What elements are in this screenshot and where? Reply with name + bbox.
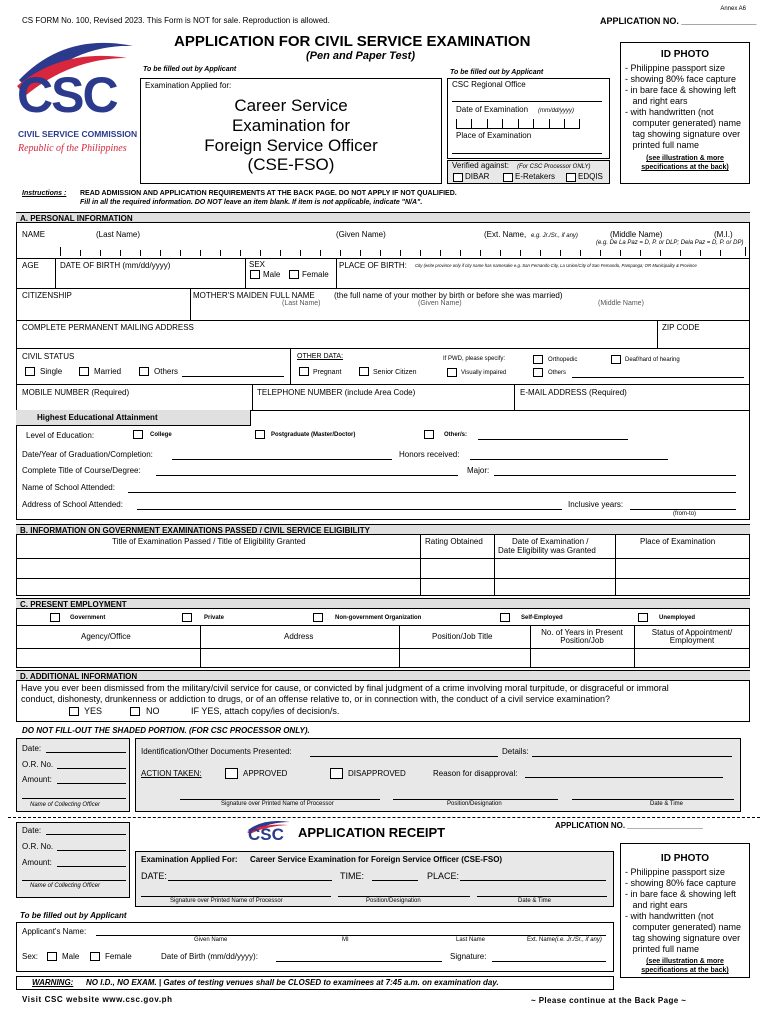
logo-commission-name: CIVIL SERVICE COMMISSION	[18, 129, 138, 139]
yes-label: YES	[84, 706, 103, 716]
place-exam-header: Place of Examination	[640, 537, 716, 546]
civil-others-checkbox[interactable]	[139, 367, 149, 376]
position-header: Position/Job Title	[432, 632, 493, 641]
continue-footer: ~ Please continue at the Back Page ~	[531, 996, 687, 1005]
receipt-position-field[interactable]	[338, 896, 470, 897]
address-label: COMPLETE PERMANENT MAILING ADDRESS	[22, 323, 194, 332]
section-b-header: B. INFORMATION ON GOVERNMENT EXAMINATIONS PASSED / CIVIL SERVICE ELIGIBILITY	[16, 524, 750, 535]
receipt-male-label: Male	[62, 952, 80, 961]
collection-amount-label: Amount:	[22, 775, 52, 784]
receipt-time-label: TIME:	[340, 871, 364, 881]
pregnant-label: Pregnant	[313, 369, 342, 376]
receipt-id-line4: and right ears	[625, 900, 688, 910]
receipt-csc-logo	[246, 820, 292, 850]
receipt-signature-field2[interactable]	[492, 961, 606, 962]
employment-row[interactable]	[16, 648, 750, 668]
agency-header: Agency/Office	[81, 632, 131, 641]
instructions-line2: Fill in all the required information. DO NOT leave an item blank. If item is not applicable, indicate "N/A".	[80, 199, 423, 206]
id-photo-line9: (see illustration & more	[646, 155, 724, 162]
receipt-signature-label: Signature over Printed Name of Processor	[170, 898, 283, 904]
age-label: AGE	[22, 261, 39, 270]
receipt-datetime-field[interactable]	[477, 896, 607, 897]
collection-or-field[interactable]	[57, 768, 126, 769]
warning-text: NO I.D., NO EXAM. | Gates of testing venues shall be CLOSED to examinees at 7:45 a.m. on examination day.	[86, 978, 499, 987]
education-header-label: Highest Educational Attainment	[37, 413, 158, 422]
date-exam-format: (mm/dd/yyyy)	[538, 108, 574, 114]
dismissal-question-line2: conduct, dishonesty, drunkenness or addiction to drugs, or of an offense relative to, or in connection with, the conduct of a civil service examination?	[21, 694, 611, 704]
dob-field[interactable]	[60, 275, 240, 285]
mmn-last-label: (Last Name)	[282, 300, 321, 307]
last-name-label: (Last Name)	[96, 230, 141, 239]
section-a-header: A. PERSONAL INFORMATION	[16, 212, 750, 223]
no-label: NO	[146, 706, 160, 716]
logo-republic: Republic of the Philippines	[18, 143, 127, 154]
pwd-others-label: Others	[548, 370, 567, 376]
edqis-checkbox[interactable]	[566, 173, 576, 182]
receipt-id-line3: - in bare face & showing left	[625, 889, 737, 899]
self-employed-checkbox[interactable]	[500, 613, 510, 622]
processor-signature-field[interactable]	[180, 799, 380, 800]
dismissal-question-line1: Have you ever been dismissed from the military/civil service for cause, or convicted by final judgment of a crime involving moral turpitude, or disgraceful or immoral	[21, 683, 669, 693]
civil-others-field[interactable]	[182, 376, 284, 377]
receipt-id-line7: tag showing signature over	[625, 933, 741, 943]
id-photo-line10: specifications at the back)	[641, 164, 729, 171]
pwd-others-checkbox[interactable]	[533, 368, 543, 377]
mmn-given-label: (Given Name)	[418, 300, 462, 307]
collection-or-label: O.R. No.	[22, 760, 54, 769]
applicant-name-field[interactable]	[96, 935, 606, 936]
married-label: Married	[94, 367, 122, 376]
regional-office-field[interactable]	[452, 101, 602, 102]
csc-logo	[15, 40, 137, 170]
major-field[interactable]	[494, 475, 736, 476]
place-exam-field[interactable]	[452, 153, 602, 154]
collection-date-field[interactable]	[46, 752, 126, 753]
processor-datetime-field[interactable]	[572, 799, 734, 800]
applicant-ext-label: Ext. Name	[527, 937, 556, 943]
processor-position-field[interactable]	[393, 799, 558, 800]
logo-text: CSC	[17, 67, 117, 123]
mi-label: (M.I.)	[714, 230, 733, 239]
mmn-note: (the full name of your mother by birth or before she was married)	[334, 291, 563, 300]
id-photo-title: ID PHOTO	[660, 49, 710, 60]
receipt-collector-label: Name of Collecting Officer	[30, 883, 101, 889]
school-address-field[interactable]	[137, 509, 562, 510]
receipt-id-line6: computer generated) name	[625, 922, 742, 932]
single-label: Single	[40, 367, 63, 376]
processor-notice: DO NOT FILL-OUT THE SHADED PORTION. (FOR CSC PROCESSOR ONLY).	[22, 726, 310, 735]
other-data-label: OTHER DATA:	[297, 353, 344, 360]
applicant-ext-example: (i.e. Jr./Sr., if any)	[555, 937, 602, 943]
course-field[interactable]	[156, 475, 458, 476]
course-label: Complete Title of Course/Degree:	[22, 466, 141, 475]
receipt-applicant-box	[16, 922, 614, 972]
receipt-or-field[interactable]	[57, 850, 126, 851]
filled-by-applicant-label: To be filled out by Applicant	[143, 66, 237, 73]
civil-others-label: Others	[154, 367, 179, 376]
exam-title-line4: (CSE-FSO)	[247, 155, 335, 174]
applicant-last-label: Last Name	[456, 937, 486, 943]
name-field[interactable]	[60, 247, 746, 257]
form-number: CS FORM No. 100, Revised 2023. This Form is NOT for sale. Reproduction is allowed.	[22, 16, 330, 25]
cut-line	[8, 817, 760, 818]
mobile-label: MOBILE NUMBER (Required)	[22, 388, 130, 397]
unemployed-label: Unemployed	[659, 615, 696, 621]
private-checkbox[interactable]	[182, 613, 192, 622]
name-label: NAME	[22, 230, 46, 239]
ngo-label: Non-government Organization	[335, 615, 422, 621]
dob-label: DATE OF BIRTH (mm/dd/yyyy)	[60, 261, 171, 270]
deaf-label: Deaf/hard of hearing	[625, 357, 680, 363]
id-photo-line8: printed full name	[625, 140, 700, 150]
receipt-signature-label2: Signature:	[450, 952, 487, 961]
deaf-checkbox[interactable]	[611, 355, 621, 364]
visually-checkbox[interactable]	[447, 368, 457, 377]
id-photo-line3: - in bare face & showing left	[625, 85, 737, 95]
eligibility-row-2[interactable]	[16, 578, 750, 596]
place-exam-label: Place of Examination	[456, 131, 532, 140]
receipt-id-line10: specifications at the back)	[641, 967, 729, 974]
honors-label: Honors received:	[399, 450, 460, 459]
status-header-b: Employment	[669, 636, 715, 645]
approved-label: APPROVED	[243, 769, 288, 778]
postgrad-checkbox[interactable]	[255, 430, 265, 439]
action-taken-label: ACTION TAKEN:	[141, 769, 202, 778]
id-photo-line7: tag showing signature over	[625, 129, 741, 139]
citizenship-label: CITIZENSHIP	[22, 291, 72, 300]
date-exam-header-b: Date Eligibility was Granted	[498, 546, 596, 555]
reason-label: Reason for disapproval:	[433, 769, 518, 778]
receipt-id-line2: - showing 80% face capture	[625, 878, 737, 888]
receipt-date-label: Date:	[22, 826, 42, 835]
self-employed-label: Self-Employed	[521, 615, 563, 621]
receipt-exam-label: Examination Applied For:	[141, 855, 238, 864]
receipt-date2-label: DATE:	[141, 871, 167, 881]
from-to-label: (from-to)	[673, 511, 696, 517]
female-label: Female	[302, 270, 329, 279]
mmn-label: MOTHER'S MAIDEN FULL NAME	[193, 291, 315, 300]
pob-label: PLACE OF BIRTH:	[339, 261, 407, 270]
id-photo-line4: and right ears	[625, 96, 688, 106]
no-checkbox[interactable]	[130, 707, 140, 716]
id-docs-field[interactable]	[310, 756, 498, 757]
yes-checkbox[interactable]	[69, 707, 79, 716]
receipt-female-checkbox[interactable]	[90, 952, 100, 961]
pwd-label: If PWD, please specify:	[443, 356, 506, 362]
honors-field[interactable]	[470, 459, 668, 460]
single-checkbox[interactable]	[25, 367, 35, 376]
details-field[interactable]	[532, 756, 732, 757]
receipt-id-line9: (see illustration & more	[646, 958, 724, 965]
processor-datetime-label: Date & Time	[650, 801, 684, 807]
eligibility-title-header: Title of Examination Passed / Title of Eligibility Granted	[112, 537, 306, 546]
verified-label: Verified against:	[452, 161, 509, 170]
ortho-checkbox[interactable]	[533, 355, 543, 364]
years-header-a: No. of Years in Present	[541, 628, 623, 637]
section-d-header: D. ADDITIONAL INFORMATION	[16, 670, 750, 681]
emp-address-header: Address	[284, 632, 314, 641]
receipt-or-label: O.R. No.	[22, 842, 54, 851]
ext-name-example: e.g. Jr./Sr., if any)	[531, 233, 578, 239]
regional-office-label: CSC Regional Office	[452, 80, 526, 89]
telephone-label: TELEPHONE NUMBER (include Area Code)	[257, 388, 416, 397]
eretakers-label: E-Retakers	[515, 172, 556, 181]
inclusive-field[interactable]	[630, 509, 736, 510]
status-header-a: Status of Appointment/	[651, 628, 733, 637]
disapproved-label: DISAPPROVED	[348, 769, 406, 778]
inclusive-label: Inclusive years:	[568, 500, 624, 509]
senior-checkbox[interactable]	[359, 367, 369, 376]
date-exam-field[interactable]	[456, 117, 580, 129]
pwd-others-field[interactable]	[572, 377, 744, 378]
visually-label: Visually impaired	[461, 370, 507, 376]
section-c-header: C. PRESENT EMPLOYMENT	[16, 598, 750, 609]
collector-label: Name of Collecting Officer	[30, 802, 101, 808]
annex-label: Annex A6	[720, 6, 746, 12]
details-label: Details:	[502, 747, 529, 756]
verified-note: (For CSC Processor ONLY)	[517, 164, 591, 170]
receipt-place-field[interactable]	[460, 880, 606, 881]
applicant-given-label: Given Name	[194, 937, 228, 943]
id-photo-line2: - showing 80% face capture	[625, 74, 737, 84]
receipt-datetime-label: Date & Time	[518, 898, 552, 904]
pregnant-checkbox[interactable]	[299, 367, 309, 376]
receipt-id-line1: - Philippine passport size	[625, 867, 726, 877]
middle-name-label: (Middle Name)	[610, 230, 663, 239]
id-photo-line5: - with handwritten (not	[625, 107, 714, 117]
collector-field[interactable]	[22, 798, 126, 799]
years-header-b: Position/Job	[560, 636, 604, 645]
receipt-male-checkbox[interactable]	[47, 952, 57, 961]
receipt-date2-field[interactable]	[168, 880, 332, 881]
exam-title-line3: Foreign Service Officer	[204, 136, 378, 155]
date-exam-header-a: Date of Examination /	[512, 537, 589, 546]
receipt-signature-field[interactable]	[141, 896, 331, 897]
receipt-amount-field[interactable]	[57, 866, 126, 867]
grad-label: Date/Year of Graduation/Completion:	[22, 450, 153, 459]
receipt-title: APPLICATION RECEIPT	[298, 825, 446, 840]
receipt-filled-label: To be filled out by Applicant	[20, 911, 127, 920]
given-name-label: (Given Name)	[336, 230, 386, 239]
ngo-checkbox[interactable]	[313, 613, 323, 622]
date-exam-label: Date of Examination	[456, 105, 529, 114]
mmn-middle-label: (Middle Name)	[598, 300, 644, 307]
reason-field[interactable]	[525, 777, 723, 778]
warning-label: WARNING:	[32, 978, 74, 987]
receipt-id-line5: - with handwritten (not	[625, 911, 714, 921]
other-education-field[interactable]	[478, 439, 628, 440]
receipt-date-field[interactable]	[46, 834, 126, 835]
male-label: Male	[263, 270, 281, 279]
processor-signature-label: Signature over Printed Name of Processor	[221, 801, 334, 807]
application-number[interactable]: APPLICATION NO. _______________	[600, 16, 757, 26]
ortho-label: Orthopedic	[548, 357, 578, 363]
dibar-label: DIBAR	[465, 172, 490, 181]
mmn-field[interactable]	[196, 306, 744, 316]
level-label: Level of Education:	[26, 431, 95, 440]
receipt-female-label: Female	[105, 952, 132, 961]
female-checkbox[interactable]	[289, 270, 299, 279]
receipt-amount-label: Amount:	[22, 858, 52, 867]
school-address-label: Address of School Attended:	[22, 500, 123, 509]
exam-applied-label: Examination Applied for:	[145, 81, 232, 90]
receipt-id-line8: printed full name	[625, 944, 700, 954]
email-label: E-MAIL ADDRESS (Required)	[520, 388, 627, 397]
id-photo-line6: computer generated) name	[625, 118, 742, 128]
id-docs-label: Identification/Other Documents Presented:	[141, 747, 292, 756]
form-subtitle: (Pen and Paper Test)	[306, 50, 416, 62]
applicant-mi-label: MI	[342, 937, 349, 943]
ext-name-label: (Ext. Name,	[484, 230, 527, 239]
other-education-label: Other/s:	[444, 432, 468, 438]
civil-status-label: CIVIL STATUS	[22, 352, 75, 361]
rating-header: Rating Obtained	[425, 537, 483, 546]
id-photo-line1: - Philippine passport size	[625, 63, 726, 73]
receipt-app-no[interactable]: APPLICATION NO. _________________	[555, 821, 703, 830]
address-field[interactable]	[22, 334, 652, 346]
receipt-dob-field[interactable]	[276, 961, 442, 962]
receipt-collector-field[interactable]	[22, 880, 126, 881]
applicant-name-label: Applicant's Name:	[22, 927, 87, 936]
website-footer: Visit CSC website www.csc.gov.ph	[22, 995, 173, 1004]
disapproved-checkbox[interactable]	[330, 768, 343, 779]
government-checkbox[interactable]	[50, 613, 60, 622]
college-checkbox[interactable]	[133, 430, 143, 439]
senior-label: Senior Citizen	[373, 369, 417, 376]
receipt-place-label: PLACE:	[427, 871, 460, 881]
private-label: Private	[204, 615, 225, 621]
pob-note: City (write province only if city name has namesake e.g. San Fernando City, La Union/City of San Fernando, Pampanga; OR Municipality & Province	[415, 263, 697, 268]
postgrad-label: Postgraduate (Master/Doctor)	[271, 432, 356, 438]
approved-checkbox[interactable]	[225, 768, 238, 779]
collection-date-label: Date:	[22, 744, 42, 753]
male-checkbox[interactable]	[250, 270, 260, 279]
grad-field[interactable]	[172, 459, 392, 460]
receipt-sex-label: Sex:	[22, 952, 39, 961]
exam-title-line2: Examination for	[231, 116, 351, 135]
zip-label: ZIP CODE	[662, 323, 700, 332]
eligibility-row-1[interactable]	[16, 558, 750, 578]
receipt-exam-value: Career Service Examination for Foreign Service Officer (CSE-FSO)	[250, 855, 503, 864]
government-label: Government	[70, 615, 106, 621]
filled-by-applicant-label-2: To be filled out by Applicant	[450, 69, 544, 76]
instructions-label: Instructions :	[22, 190, 67, 197]
receipt-time-field[interactable]	[372, 880, 418, 881]
edqis-label: EDQIS	[578, 172, 603, 181]
sex-label: SEX	[249, 260, 266, 269]
school-label: Name of School Attended:	[22, 483, 115, 492]
college-label: College	[150, 432, 172, 438]
receipt-logo-text: CSC	[248, 825, 284, 844]
instructions-line1: READ ADMISSION AND APPLICATION REQUIREMENTS AT THE BACK PAGE. DO NOT APPLY IF NOT QUALIFIED.	[80, 190, 457, 197]
receipt-id-photo-title: ID PHOTO	[660, 853, 710, 864]
if-yes-note: IF YES, attach copy/ies of decision/s.	[191, 706, 340, 716]
mi-example: (e.g. De La Paz = D, P. or DLP; Dela Paz = D, P. or DP)	[596, 240, 744, 246]
major-label: Major:	[467, 466, 490, 475]
form-title: APPLICATION FOR CIVIL SERVICE EXAMINATION	[174, 33, 531, 50]
collection-amount-field[interactable]	[57, 783, 126, 784]
processor-position-label: Position/Designation	[447, 801, 502, 807]
school-field[interactable]	[128, 492, 736, 493]
dibar-checkbox[interactable]	[453, 173, 463, 182]
unemployed-checkbox[interactable]	[638, 613, 648, 622]
receipt-position-label: Position/Designation	[366, 898, 421, 904]
exam-title-line1: Career Service	[234, 96, 348, 115]
receipt-dob-label: Date of Birth (mm/dd/yyyy):	[161, 952, 258, 961]
eretakers-checkbox[interactable]	[503, 173, 513, 182]
other-education-checkbox[interactable]	[424, 430, 434, 439]
married-checkbox[interactable]	[79, 367, 89, 376]
